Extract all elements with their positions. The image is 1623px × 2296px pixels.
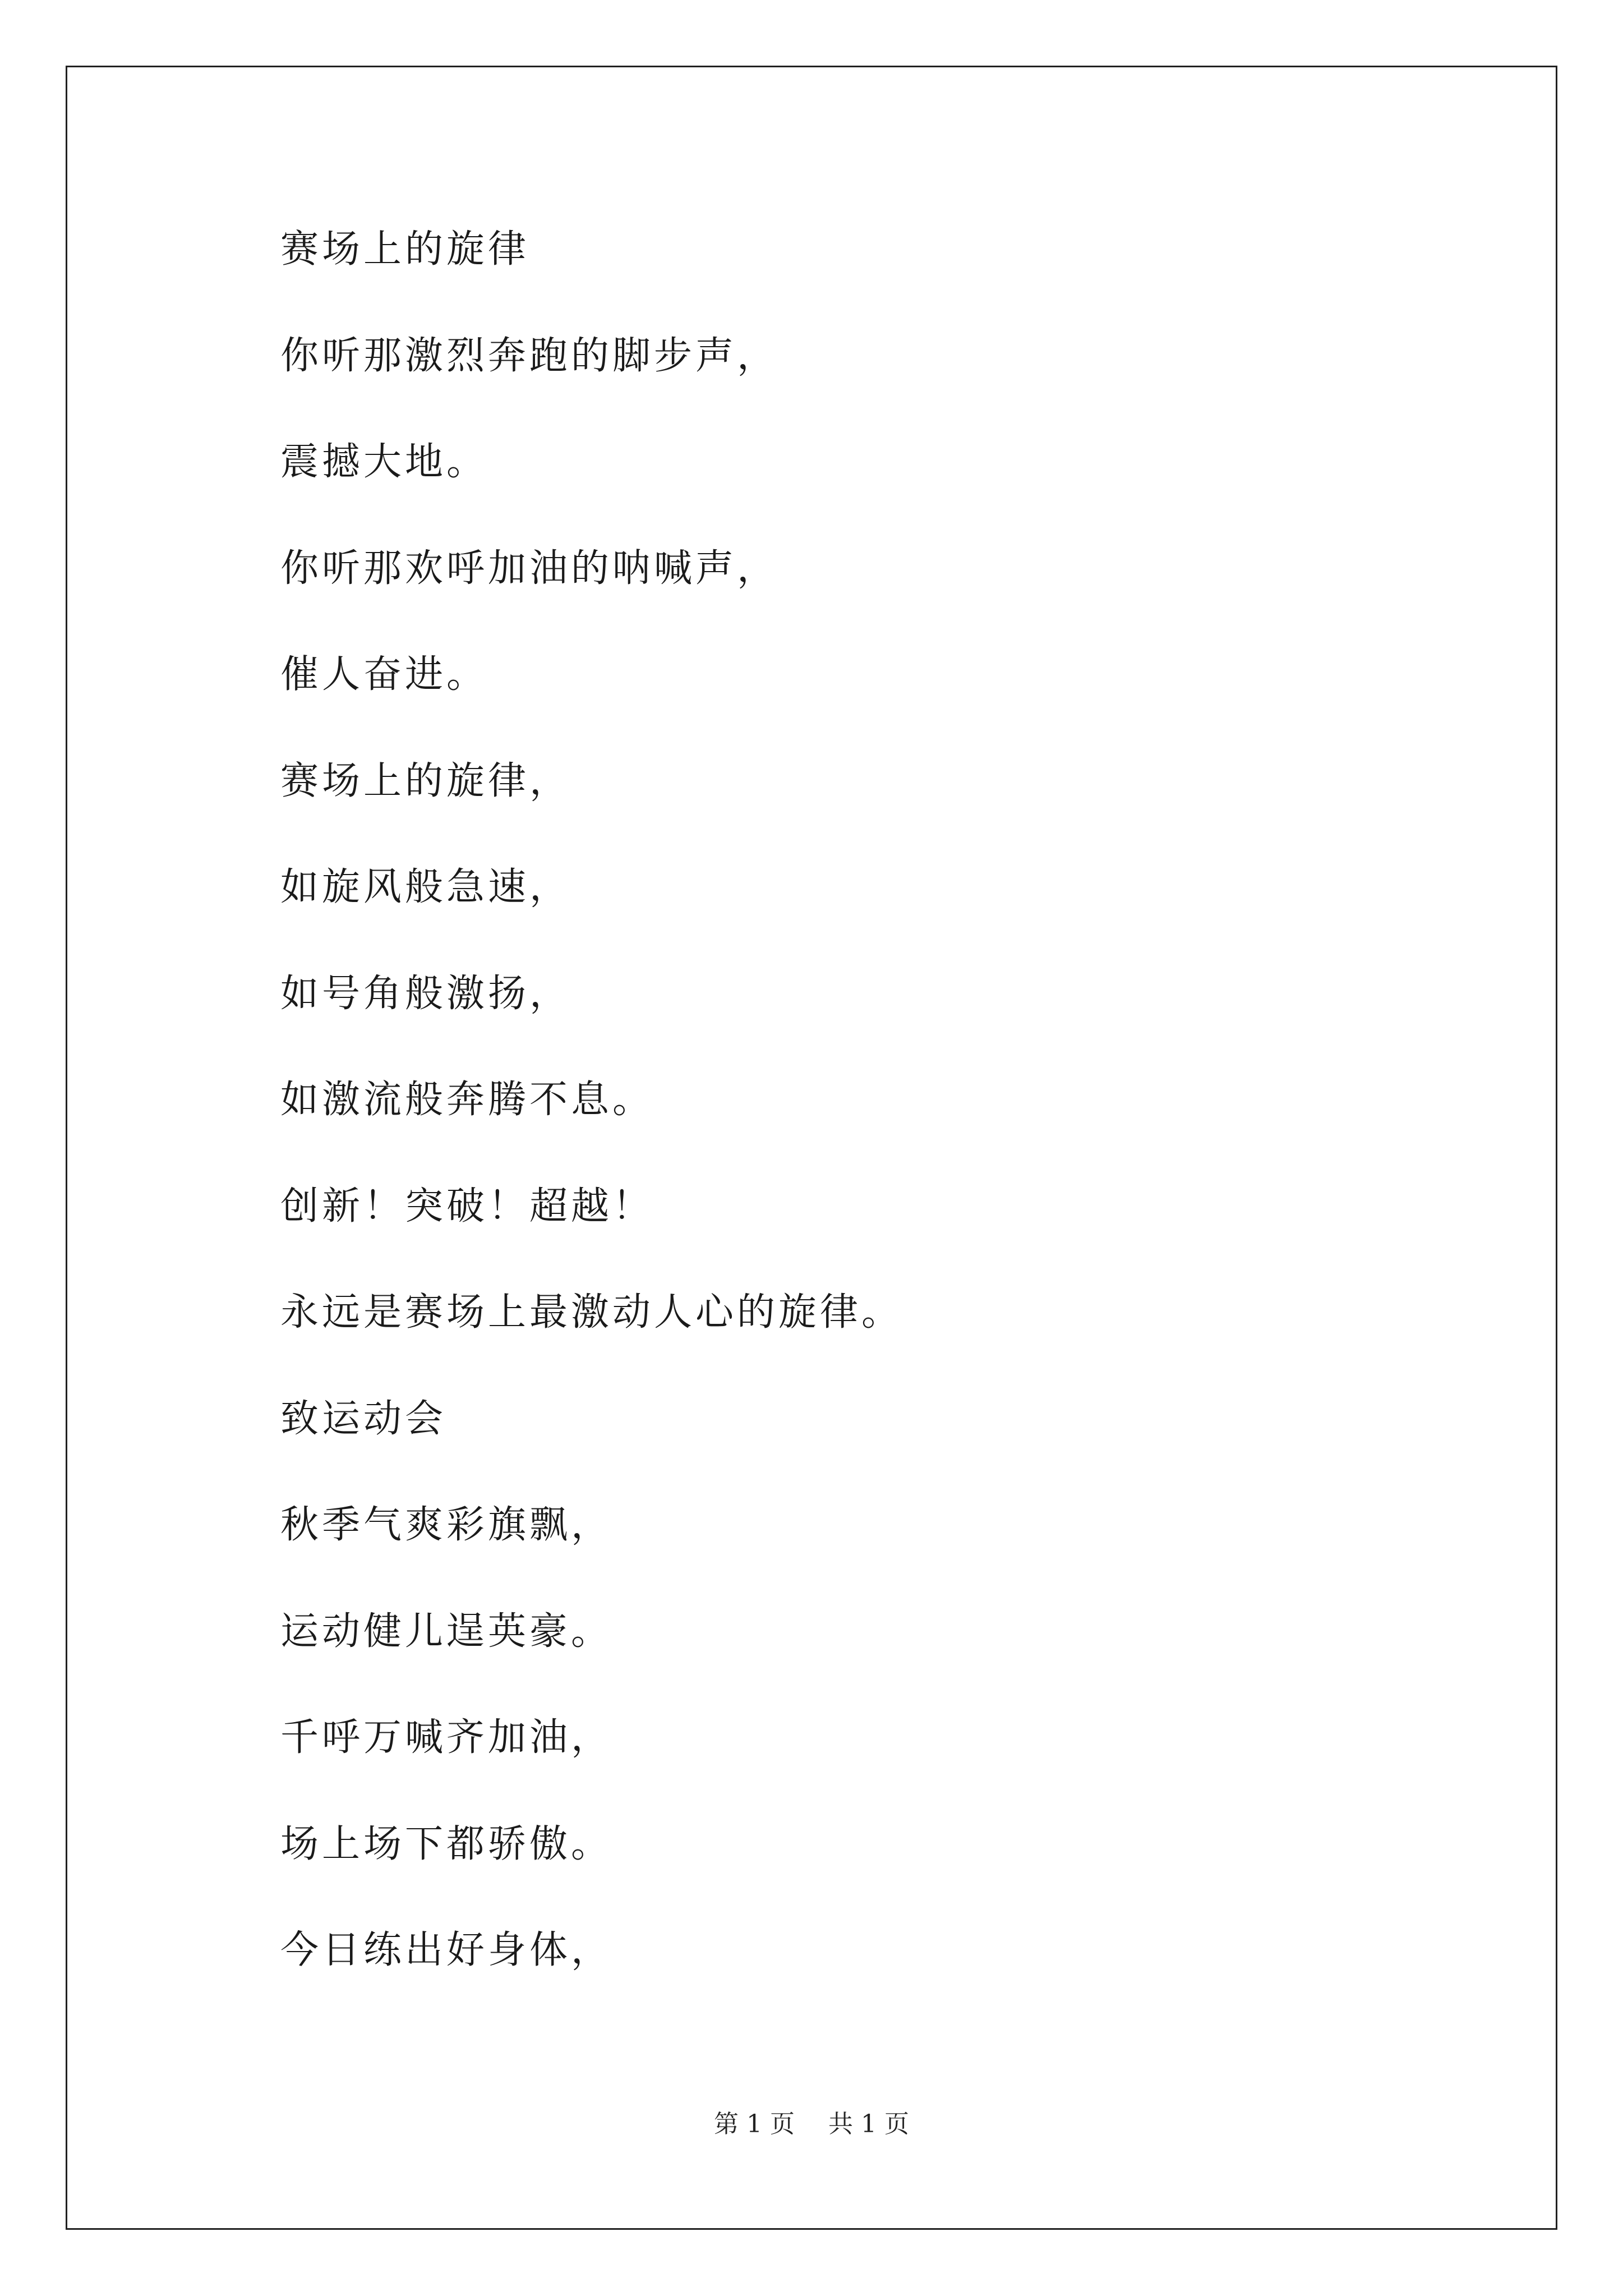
poem-title-2: 致运动会 (280, 1396, 447, 1441)
poem-line: 场上场下都骄傲。 (280, 1821, 613, 1866)
poem-line: 如旋风般急速， (280, 865, 571, 909)
poem-line: 你听那激烈奔跑的脚步声， (280, 333, 779, 378)
poem-line: 震撼大地。 (280, 440, 488, 484)
page-number-total: 共 1 页 (828, 2110, 909, 2138)
poem-line: 运动健儿逞英豪。 (280, 1609, 613, 1654)
document-body (280, 222, 1486, 2029)
poem-line: 秋季气爽彩旗飘， (280, 1503, 613, 1547)
page-footer (0, 2104, 1623, 2139)
poem-title-1: 赛场上的旋律 (280, 227, 530, 272)
poem-line: 赛场上的旋律， (280, 758, 571, 803)
page-number-current: 第 1 页 (714, 2110, 795, 2138)
poem-line: 永远是赛场上最激动人心的旋律。 (280, 1290, 903, 1335)
poem-line: 催人奋进。 (280, 652, 488, 697)
poem-line: 千呼万喊齐加油， (280, 1715, 613, 1760)
poem-line: 如号角般激扬， (280, 971, 571, 1016)
poem-line: 如激流般奔腾不息。 (280, 1078, 654, 1122)
poem-line: 你听那欢呼加油的呐喊声， (280, 546, 779, 591)
poem-line: 创新！突破！超越！ (280, 1184, 654, 1228)
poem-line: 今日练出好身体， (280, 1928, 613, 1972)
